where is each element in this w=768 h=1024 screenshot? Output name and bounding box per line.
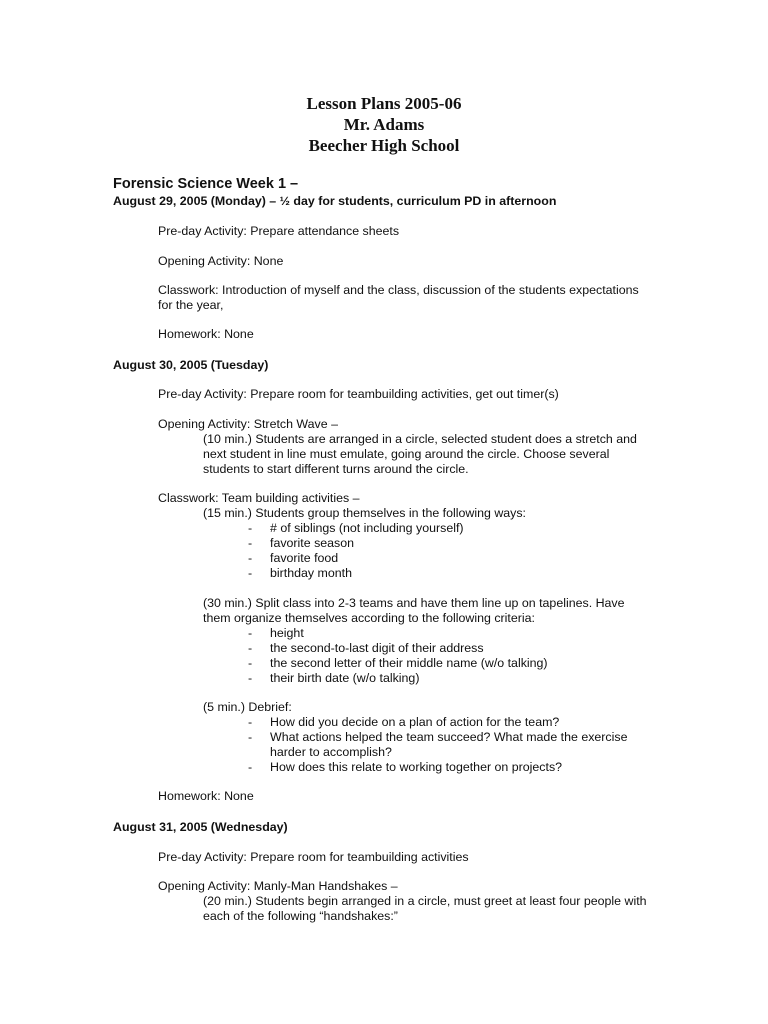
- day1-preday: Pre-day Activity: Prepare attendance sheets: [158, 224, 400, 238]
- school-name: Beecher High School: [308, 136, 460, 155]
- day3-opening-desc: each of the following “handshakes:”: [203, 909, 398, 923]
- day3-opening-desc: (20 min.) Students begin arranged in a circle, must greet at least four people with: [203, 894, 647, 908]
- list-item-cont: harder to accomplish?: [270, 745, 392, 759]
- day2-debrief: (5 min.) Debrief:: [203, 700, 292, 714]
- dash-bullet: -: [248, 566, 253, 580]
- dash-bullet: -: [248, 536, 253, 550]
- teacher-name: Mr. Adams: [343, 115, 425, 134]
- dash-bullet: -: [248, 626, 253, 640]
- dash-bullet: -: [248, 715, 253, 729]
- list-item: birthday month: [270, 566, 352, 580]
- dash-bullet: -: [248, 641, 253, 655]
- day2-homework: Homework: None: [158, 789, 254, 803]
- list-item: favorite season: [270, 536, 355, 550]
- day3-opening: Opening Activity: Manly-Man Handshakes –: [158, 879, 398, 893]
- day2-split-intro: (30 min.) Split class into 2-3 teams and have them line up on tapelines. Have: [203, 596, 625, 610]
- day1-classwork-cont: for the year,: [158, 298, 224, 312]
- day2-preday: Pre-day Activity: Prepare room for teambuilding activities, get out timer(s): [158, 387, 559, 401]
- dash-bullet: -: [248, 551, 253, 565]
- list-item: How did you decide on a plan of action for the team?: [270, 715, 560, 729]
- day2-opening-desc: next student in line must emulate, going around the circle. Choose several: [203, 447, 610, 461]
- day1-opening: Opening Activity: None: [158, 254, 284, 268]
- dash-bullet: -: [248, 656, 253, 670]
- list-item: their birth date (w/o talking): [270, 671, 420, 685]
- list-item: # of siblings (not including yourself): [270, 521, 464, 535]
- day2-opening-desc: (10 min.) Students are arranged in a circle, selected student does a stretch and: [203, 432, 637, 446]
- list-item: height: [270, 626, 304, 640]
- dash-bullet: -: [248, 671, 253, 685]
- day2-classwork: Classwork: Team building activities –: [158, 491, 360, 505]
- section-heading: Forensic Science Week 1 –: [113, 176, 299, 192]
- day2-opening: Opening Activity: Stretch Wave –: [158, 417, 338, 431]
- day2-group-intro: (15 min.) Students group themselves in the following ways:: [203, 506, 527, 520]
- day1-date: August 29, 2005 (Monday) – ½ day for students, curriculum PD in afternoon: [113, 194, 557, 208]
- dash-bullet: -: [248, 760, 253, 774]
- day1-homework: Homework: None: [158, 327, 254, 341]
- day3-preday: Pre-day Activity: Prepare room for teambuilding activities: [158, 850, 469, 864]
- list-item: How does this relate to working together on projects?: [270, 760, 563, 774]
- dash-bullet: -: [248, 730, 253, 744]
- day1-classwork: Classwork: Introduction of myself and the class, discussion of the students expectations: [158, 283, 639, 297]
- list-item: favorite food: [270, 551, 339, 565]
- day3-date: August 31, 2005 (Wednesday): [113, 820, 288, 834]
- doc-title: Lesson Plans 2005-06: [306, 94, 462, 113]
- list-item: What actions helped the team succeed? What made the exercise: [270, 730, 628, 744]
- list-item: the second letter of their middle name (w/o talking): [270, 656, 548, 670]
- day2-split-intro: them organize themselves according to the following criteria:: [203, 611, 535, 625]
- list-item: the second-to-last digit of their address: [270, 641, 484, 655]
- day2-date: August 30, 2005 (Tuesday): [113, 358, 269, 372]
- day2-opening-desc: students to start different turns around the circle.: [203, 462, 469, 476]
- dash-bullet: -: [248, 521, 253, 535]
